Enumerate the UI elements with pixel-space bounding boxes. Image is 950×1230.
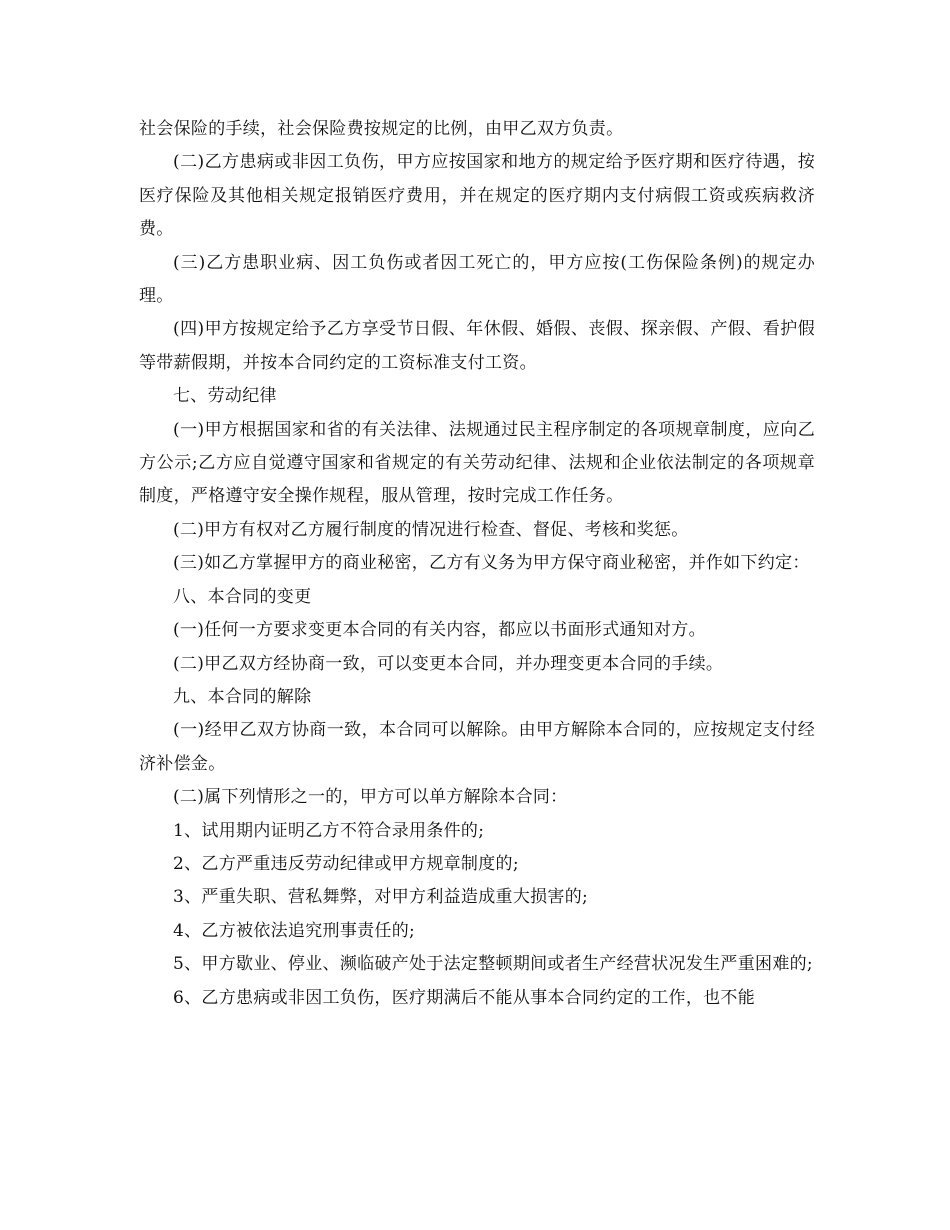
paragraph-clause-9-2: (二)属下列情形之一的，甲方可以单方解除本合同： <box>173 787 568 808</box>
list-item-5: 5、甲方歇业、停业、濒临破产处于法定整顿期间或者生产经营状况发生严重困难的; <box>173 954 813 975</box>
paragraph-clause-6-2: (二)乙方患病或非因工负伤，甲方应按国家和地方的规定给予医疗期和医疗待遇，按医疗保险及其他相关规定报销医疗费用，并在规定的医疗期内支付病假工资或疾病救济费。 <box>139 152 815 240</box>
paragraph-clause-7-2: (二)甲方有权对乙方履行制度的情况进行检查、督促、考核和奖惩。 <box>173 519 689 540</box>
list-item-6: 6、乙方患病或非因工负伤，医疗期满后不能从事本合同约定的工作，也不能 <box>173 987 756 1008</box>
section-heading-contract-change: 八、本合同的变更 <box>173 586 312 607</box>
paragraph-clause-8-2: (二)甲乙双方经协商一致，可以变更本合同，并办理变更本合同的手续。 <box>173 653 724 674</box>
paragraph-clause-9-1: (一)经甲乙双方协商一致，本合同可以解除。由甲方解除本合同的，应按规定支付经济补偿金。 <box>139 720 815 774</box>
paragraph-clause-7-3: (三)如乙方掌握甲方的商业秘密，乙方有义务为甲方保守商业秘密，并作如下约定： <box>173 553 810 574</box>
document-body <box>139 113 815 1015</box>
list-item-1: 1、试用期内证明乙方不符合录用条件的; <box>173 820 485 841</box>
list-item-3: 3、严重失职、营私舞弊，对甲方利益造成重大损害的; <box>173 887 589 908</box>
paragraph-clause-6-4: (四)甲方按规定给予乙方享受节日假、年休假、婚假、丧假、探亲假、产假、看护假等带薪假期，并按本合同约定的工资标准支付工资。 <box>139 319 815 373</box>
section-heading-labor-discipline: 七、劳动纪律 <box>173 386 277 407</box>
paragraph-clause-8-1: (一)任何一方要求变更本合同的有关内容，都应以书面形式通知对方。 <box>173 620 706 641</box>
list-item-4: 4、乙方被依法追究刑事责任的; <box>173 920 416 941</box>
section-heading-contract-termination: 九、本合同的解除 <box>173 686 312 707</box>
paragraph-clause-7-1: (一)甲方根据国家和省的有关法律、法规通过民主程序制定的各项规章制度，应向乙方公示;乙方应自觉遵守国家和省规定的有关劳动纪律、法规和企业依法制定的各项规章制度，严格遵守安全操作规程，服从管理，按时完成工作任务。 <box>139 419 815 507</box>
paragraph-clause-6-3: (三)乙方患职业病、因工负伤或者因工死亡的，甲方应按(工伤保险条例)的规定办理。 <box>139 252 815 307</box>
list-item-2: 2、乙方严重违反劳动纪律或甲方规章制度的; <box>173 853 519 874</box>
paragraph-continuation: 社会保险的手续，社会保险费按规定的比例，由甲乙双方负责。 <box>139 119 624 139</box>
